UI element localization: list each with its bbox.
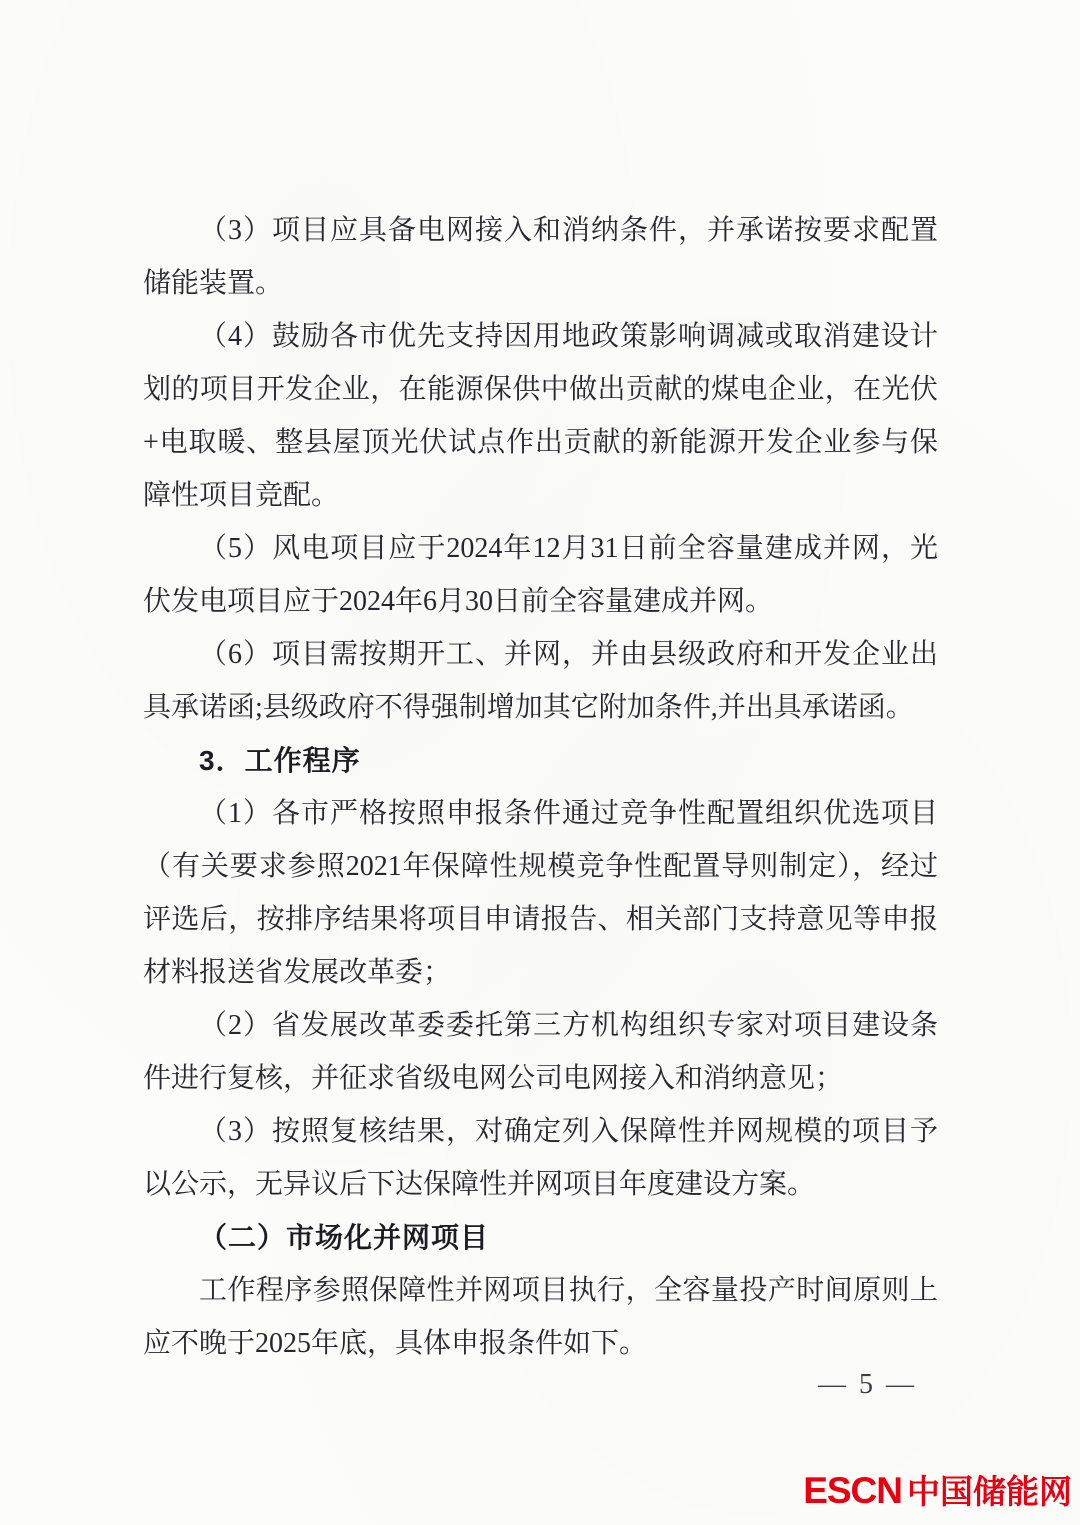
text-line: （5）风电项目应于2024年12月31日前全容量建成并网，光 (199, 533, 938, 564)
text-line: 工作程序参照保障性并网项目执行，全容量投产时间原则上 (199, 1275, 938, 1306)
text-line: 件进行复核，并征求省级电网公司电网接入和消纳意见； (143, 1063, 844, 1094)
text-line: +电取暖、整县屋顶光伏试点作出贡献的新能源开发企业参与保 (143, 427, 938, 458)
escn-logo-latin: ESCN (803, 1470, 902, 1511)
section-heading-work-procedure: 3．工作程序 (199, 745, 361, 776)
escn-watermark-logo (803, 1466, 1072, 1513)
text-line: （6）项目需按期开工、并网，并由县级政府和开发企业出 (199, 639, 938, 670)
text-line: 障性项目竞配。 (143, 480, 340, 511)
text-line: （3）项目应具备电网接入和消纳条件，并承诺按要求配置 (199, 215, 938, 246)
text-line: 应不晚于2025年底，具体申报条件如下。 (143, 1328, 648, 1359)
document-text-block (143, 204, 938, 1370)
page-number: — 5 — (818, 1369, 917, 1400)
escn-logo-chinese: 中国储能网 (907, 1473, 1072, 1510)
text-line: 伏发电项目应于2024年6月30日前全容量建成并网。 (143, 586, 774, 617)
text-line: 以公示，无异议后下达保障性并网项目年度建设方案。 (143, 1169, 816, 1200)
text-line: 材料报送省发展改革委； (143, 957, 452, 988)
text-line: （2）省发展改革委委托第三方机构组织专家对项目建设条 (199, 1010, 938, 1041)
text-line: 具承诺函;县级政府不得强制增加其它附加条件,并出具承诺函。 (143, 692, 914, 723)
text-line: 储能装置。 (143, 268, 284, 299)
text-line: （1）各市严格按照申报条件通过竞争性配置组织优选项目 (199, 798, 938, 829)
text-line: 评选后，按排序结果将项目申请报告、相关部门支持意见等申报 (143, 904, 938, 935)
text-line: （有关要求参照2021年保障性规模竞争性配置导则制定），经过 (143, 851, 938, 882)
text-line: （3）按照复核结果，对确定列入保障性并网规模的项目予 (199, 1116, 938, 1147)
section-heading-market-projects: （二）市场化并网项目 (199, 1222, 490, 1253)
text-line: （4）鼓励各市优先支持因用地政策影响调减或取消建设计 (199, 321, 938, 352)
text-line: 划的项目开发企业，在能源保供中做出贡献的煤电企业，在光伏 (143, 374, 938, 405)
